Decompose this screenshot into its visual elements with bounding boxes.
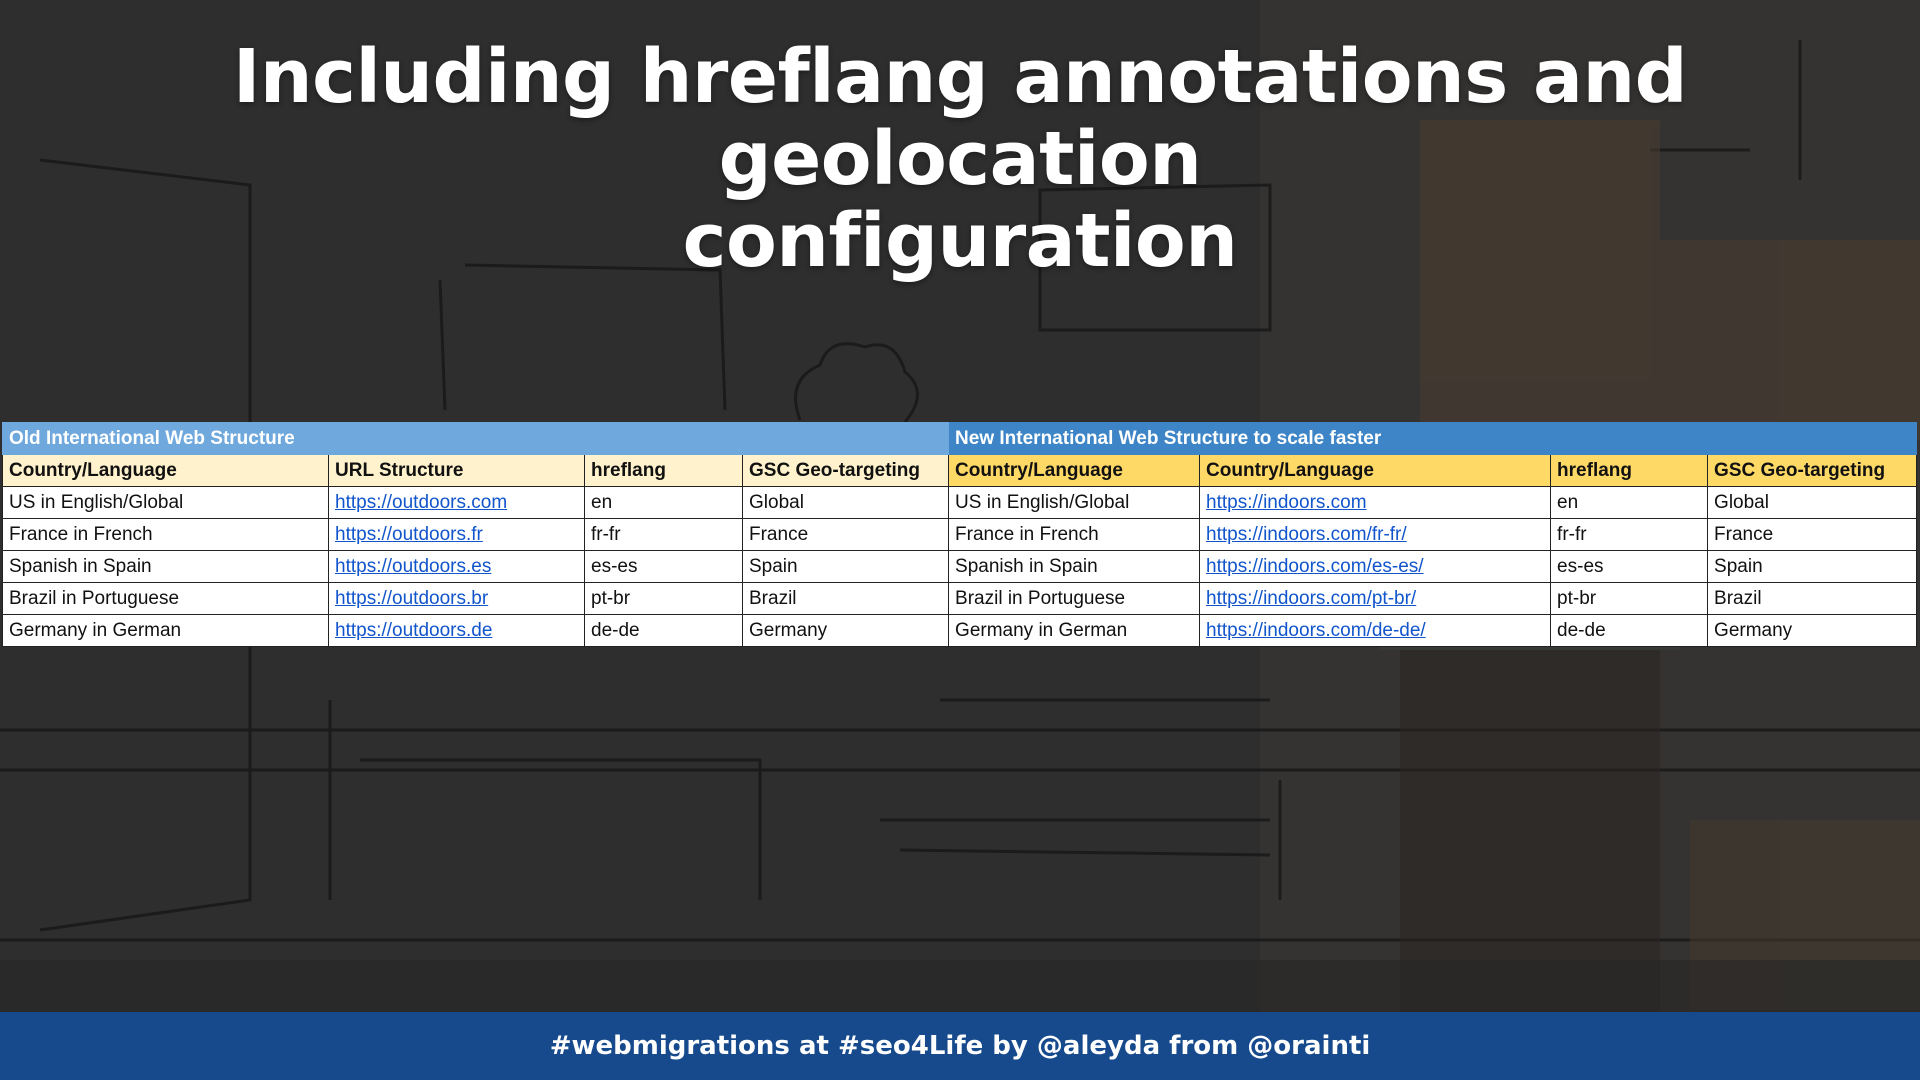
column-header: Country/Language bbox=[1200, 455, 1551, 487]
column-header: Country/Language bbox=[3, 455, 329, 487]
column-header: hreflang bbox=[1551, 455, 1708, 487]
slide-title bbox=[0, 36, 1920, 282]
new-structure-section-header: New International Web Structure to scale faster bbox=[949, 423, 1917, 455]
column-header-row bbox=[3, 455, 1917, 487]
table-row bbox=[3, 615, 1917, 647]
table-cell: US in English/Global bbox=[949, 487, 1200, 519]
column-header: URL Structure bbox=[329, 455, 585, 487]
table-cell: France bbox=[1708, 519, 1917, 551]
url-link[interactable]: https://indoors.com/es-es/ bbox=[1206, 555, 1424, 577]
table-cell: de-de bbox=[1551, 615, 1708, 647]
table-cell: pt-br bbox=[1551, 583, 1708, 615]
table-cell-link bbox=[329, 487, 585, 519]
url-link[interactable]: https://outdoors.com bbox=[335, 491, 508, 513]
column-header: GSC Geo-targeting bbox=[743, 455, 949, 487]
table-cell: Global bbox=[743, 487, 949, 519]
column-header: GSC Geo-targeting bbox=[1708, 455, 1917, 487]
table-cell: Germany bbox=[743, 615, 949, 647]
table-cell: pt-br bbox=[585, 583, 743, 615]
table-cell: es-es bbox=[585, 551, 743, 583]
table-cell: France in French bbox=[949, 519, 1200, 551]
table-cell: France bbox=[743, 519, 949, 551]
table-cell: Germany in German bbox=[949, 615, 1200, 647]
table-cell: fr-fr bbox=[585, 519, 743, 551]
slide-title-line-1: Including hreflang annotations and geolocation bbox=[232, 34, 1688, 202]
url-link[interactable]: https://indoors.com/fr-fr/ bbox=[1206, 523, 1407, 545]
table-cell-link bbox=[1200, 487, 1551, 519]
table-cell-link bbox=[329, 615, 585, 647]
table-cell: Germany in German bbox=[3, 615, 329, 647]
table-cell: Brazil bbox=[1708, 583, 1917, 615]
table-cell: Spanish in Spain bbox=[3, 551, 329, 583]
url-link[interactable]: https://outdoors.de bbox=[335, 619, 493, 641]
table-row bbox=[3, 519, 1917, 551]
footer-banner: #webmigrations at #seo4Life by @aleyda from @orainti bbox=[0, 1012, 1920, 1080]
table-cell: Brazil in Portuguese bbox=[3, 583, 329, 615]
table-cell-link bbox=[329, 583, 585, 615]
table-cell: Spain bbox=[1708, 551, 1917, 583]
table-cell: Germany bbox=[1708, 615, 1917, 647]
old-structure-section-header: Old International Web Structure bbox=[3, 423, 949, 455]
table-cell-link bbox=[329, 519, 585, 551]
slide-title-line-2: configuration bbox=[682, 198, 1238, 284]
table-cell: en bbox=[585, 487, 743, 519]
section-header-row bbox=[3, 423, 1917, 455]
table-cell: Brazil bbox=[743, 583, 949, 615]
table-cell: US in English/Global bbox=[3, 487, 329, 519]
table-cell: France in French bbox=[3, 519, 329, 551]
table-cell: Brazil in Portuguese bbox=[949, 583, 1200, 615]
table-cell: en bbox=[1551, 487, 1708, 519]
table-cell: es-es bbox=[1551, 551, 1708, 583]
column-header: hreflang bbox=[585, 455, 743, 487]
table-row bbox=[3, 551, 1917, 583]
url-link[interactable]: https://outdoors.fr bbox=[335, 523, 483, 545]
table-cell-link bbox=[1200, 551, 1551, 583]
url-link[interactable]: https://indoors.com bbox=[1206, 491, 1367, 513]
table-row bbox=[3, 583, 1917, 615]
table-cell-link bbox=[1200, 519, 1551, 551]
table-cell-link bbox=[1200, 615, 1551, 647]
table-cell: Global bbox=[1708, 487, 1917, 519]
table-cell-link bbox=[329, 551, 585, 583]
url-link[interactable]: https://indoors.com/pt-br/ bbox=[1206, 587, 1417, 609]
column-header: Country/Language bbox=[949, 455, 1200, 487]
spreadsheet-table bbox=[2, 422, 1916, 647]
url-link[interactable]: https://indoors.com/de-de/ bbox=[1206, 619, 1426, 641]
web-structure-table bbox=[2, 422, 1917, 647]
table-cell: Spain bbox=[743, 551, 949, 583]
table-cell: de-de bbox=[585, 615, 743, 647]
url-link[interactable]: https://outdoors.br bbox=[335, 587, 489, 609]
table-cell-link bbox=[1200, 583, 1551, 615]
url-link[interactable]: https://outdoors.es bbox=[335, 555, 492, 577]
table-cell: fr-fr bbox=[1551, 519, 1708, 551]
table-cell: Spanish in Spain bbox=[949, 551, 1200, 583]
table-row bbox=[3, 487, 1917, 519]
